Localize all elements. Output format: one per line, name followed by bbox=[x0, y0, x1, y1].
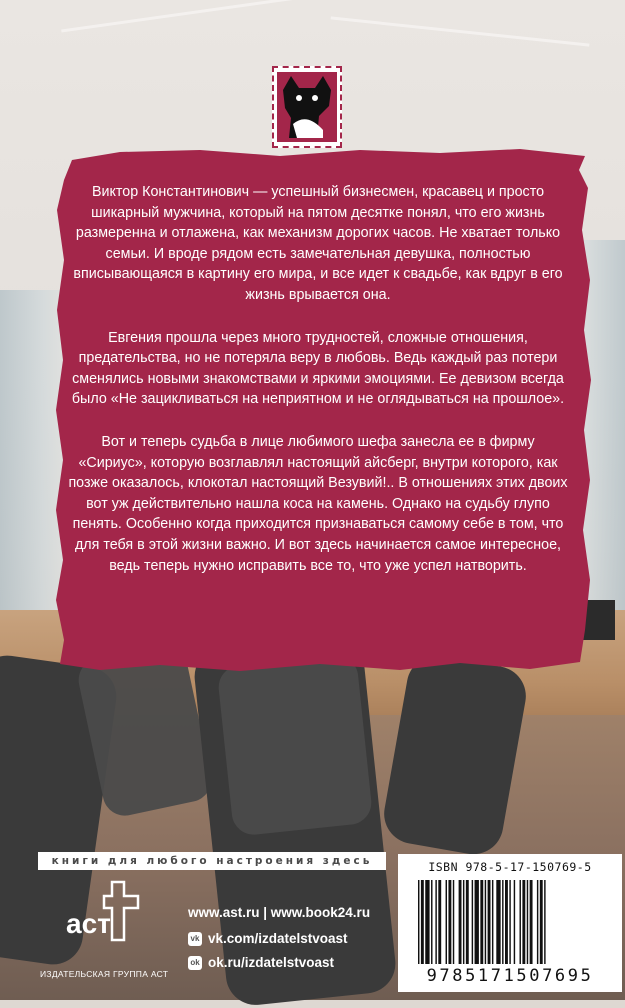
barcode-bar bbox=[492, 880, 493, 964]
barcode-bar bbox=[446, 880, 447, 964]
barcode-digits: 9785171507695 bbox=[426, 966, 594, 986]
barcode-bar bbox=[435, 880, 436, 964]
series-tagline: книги для любого настроения здесь bbox=[51, 855, 373, 867]
annotation-paragraph: Виктор Константинович — успешный бизнесмен, красавец и просто шикарный мужчина, который на пятом десятке понял, что его жизнь размеренна и отлажена, как механизм дорогих часов. Не хватает только семьи. И вроде рядом есть замечательная девушка, полностью вписывающаяся в картину его мира, и все идет к свадьбе, как вдруг в его жизнь врывается она. bbox=[73, 184, 563, 303]
websites-text[interactable]: www.ast.ru | www.book24.ru bbox=[188, 905, 371, 920]
barcode-bar bbox=[520, 880, 521, 964]
barcode-bars bbox=[418, 880, 602, 964]
barcode-bar bbox=[459, 880, 462, 964]
barcode-bar bbox=[527, 880, 528, 964]
vk-link[interactable] bbox=[188, 931, 348, 946]
barcode-bar bbox=[431, 880, 432, 964]
barcode-bar bbox=[453, 880, 454, 964]
annotation-paragraph: Евгения прошла через много трудностей, сложные отношения, предательства, но не потеряла веру в любовь. Ведь каждый раз потери сменялись новыми знакомствами и яркими эмоциями. Ее девизом всегда было «Не зацикливаться на неприятном и не оглядываться на прошлое». bbox=[71, 329, 565, 408]
barcode-bar bbox=[425, 880, 429, 964]
publisher-websites[interactable] bbox=[188, 905, 370, 920]
barcode-bar bbox=[438, 880, 441, 964]
barcode-bar bbox=[485, 880, 486, 964]
book-annotation bbox=[68, 182, 568, 598]
annotation-paragraph: Вот и теперь судьба в лице любимого шефа занесла ее в фирму «Сириус», которую возглавлял настоящий айсберг, внутри которого, как позже оказалось, клокотал настоящий Везувий!.. В отношениях этих двоих вот уж действительно нашла коса на камень. Однако на судьбу глупо пенять. Особенно когда приходится признаваться самому себе в том, что для тебя в этой жизни важно. И вот здесь начинается самое интересное, ведь теперь нужно исправить все то, что уже успел натворить. bbox=[68, 433, 568, 574]
vk-link-text[interactable]: vk.com/izdatelstvoast bbox=[208, 931, 348, 946]
series-tagline-bar bbox=[38, 852, 386, 870]
barcode-bar bbox=[530, 880, 533, 964]
ok-link[interactable] bbox=[188, 955, 334, 970]
barcode-bar bbox=[540, 880, 543, 964]
barcode-bar bbox=[418, 880, 419, 964]
ast-logo-text: аст bbox=[66, 908, 111, 939]
barcode-bar bbox=[480, 880, 483, 964]
ok-icon: ok bbox=[188, 956, 202, 970]
barcode-bar bbox=[502, 880, 503, 964]
ast-logo bbox=[64, 880, 144, 944]
barcode-bar bbox=[522, 880, 525, 964]
barcode-bar bbox=[475, 880, 479, 964]
barcode-bar bbox=[544, 880, 545, 964]
barcode-bar bbox=[421, 880, 424, 964]
vk-icon: vk bbox=[188, 932, 202, 946]
barcode-bar bbox=[505, 880, 508, 964]
barcode-bar bbox=[488, 880, 491, 964]
publisher-caption: ИЗДАТЕЛЬСКАЯ ГРУППА АСТ bbox=[40, 969, 169, 979]
isbn: ISBN 978-5-17-150769-5 bbox=[428, 860, 592, 874]
barcode-box bbox=[398, 854, 622, 992]
barcode-bar bbox=[514, 880, 515, 964]
barcode-bar bbox=[496, 880, 500, 964]
barcode-bar bbox=[472, 880, 473, 964]
barcode-bar bbox=[509, 880, 510, 964]
barcode-bar bbox=[463, 880, 464, 964]
barcode-bar bbox=[448, 880, 451, 964]
barcode-bar bbox=[537, 880, 538, 964]
barcode-bar bbox=[466, 880, 469, 964]
ok-link-text[interactable]: ok.ru/izdatelstvoast bbox=[208, 955, 335, 970]
